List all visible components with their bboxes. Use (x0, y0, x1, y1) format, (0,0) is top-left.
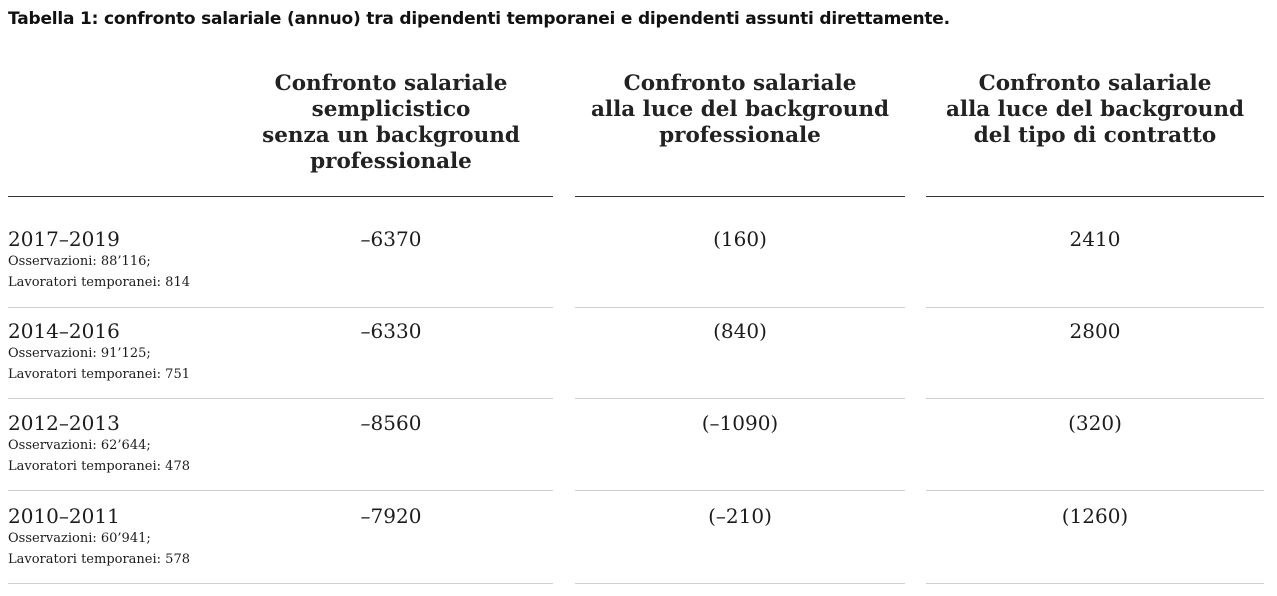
row-label-2014-2016 (8, 319, 190, 385)
table-caption: Tabella 1: confronto salariale (annuo) tra dipendenti temporanei e dipendenti assunti direttamente. (8, 9, 950, 29)
cell-contract: 2800 (1069, 319, 1121, 343)
header-rule (926, 196, 1264, 197)
row-period: 2017–2019 (8, 227, 120, 251)
row-label-2010-2011 (8, 504, 190, 570)
row-divider (926, 307, 1264, 308)
row-label-2017-2019 (8, 227, 190, 293)
column-header-line: semplicistico (311, 97, 471, 122)
column-header-contract (926, 71, 1264, 149)
row-temp-workers: Lavoratori temporanei: 814 (8, 275, 190, 290)
column-header-line: professionale (659, 123, 821, 148)
column-header-line: del tipo di contratto (973, 123, 1217, 148)
row-observations: Osservazioni: 91’125; (8, 346, 151, 361)
cell-contract: (1260) (1061, 504, 1129, 528)
row-divider (8, 490, 553, 491)
cell-professional: (160) (713, 227, 767, 251)
row-divider (575, 490, 905, 491)
row-divider (8, 583, 553, 584)
column-header-professional (575, 71, 905, 149)
header-rule (8, 196, 553, 197)
row-divider (575, 307, 905, 308)
row-period: 2012–2013 (8, 411, 120, 435)
row-temp-workers: Lavoratori temporanei: 578 (8, 552, 190, 567)
row-divider (8, 307, 553, 308)
header-rule (575, 196, 905, 197)
cell-simple: –6370 (360, 227, 422, 251)
row-divider (575, 398, 905, 399)
cell-professional: (–1090) (701, 411, 779, 435)
cell-simple: –7920 (360, 504, 422, 528)
row-period: 2014–2016 (8, 319, 120, 343)
column-header-simple (229, 71, 553, 175)
cell-simple: –6330 (360, 319, 422, 343)
row-divider (926, 583, 1264, 584)
column-header-line: alla luce del background (945, 97, 1245, 122)
row-divider (575, 583, 905, 584)
cell-professional: (840) (713, 319, 767, 343)
cell-contract: (320) (1068, 411, 1122, 435)
row-observations: Osservazioni: 88’116; (8, 254, 151, 269)
row-divider (8, 398, 553, 399)
row-temp-workers: Lavoratori temporanei: 478 (8, 459, 190, 474)
row-observations: Osservazioni: 60’941; (8, 531, 151, 546)
row-period: 2010–2011 (8, 504, 120, 528)
row-divider (926, 490, 1264, 491)
row-label-2012-2013 (8, 411, 190, 477)
column-header-line: professionale (310, 149, 472, 174)
column-header-line: alla luce del background (590, 97, 890, 122)
cell-professional: (–210) (708, 504, 772, 528)
column-header-line: Confronto salariale (978, 71, 1212, 96)
column-header-line: Confronto salariale (623, 71, 857, 96)
column-header-line: senza un background (262, 123, 520, 148)
row-temp-workers: Lavoratori temporanei: 751 (8, 367, 190, 382)
row-divider (926, 398, 1264, 399)
cell-simple: –8560 (360, 411, 422, 435)
column-header-line: Confronto salariale (274, 71, 508, 96)
cell-contract: 2410 (1069, 227, 1121, 251)
row-observations: Osservazioni: 62’644; (8, 438, 151, 453)
